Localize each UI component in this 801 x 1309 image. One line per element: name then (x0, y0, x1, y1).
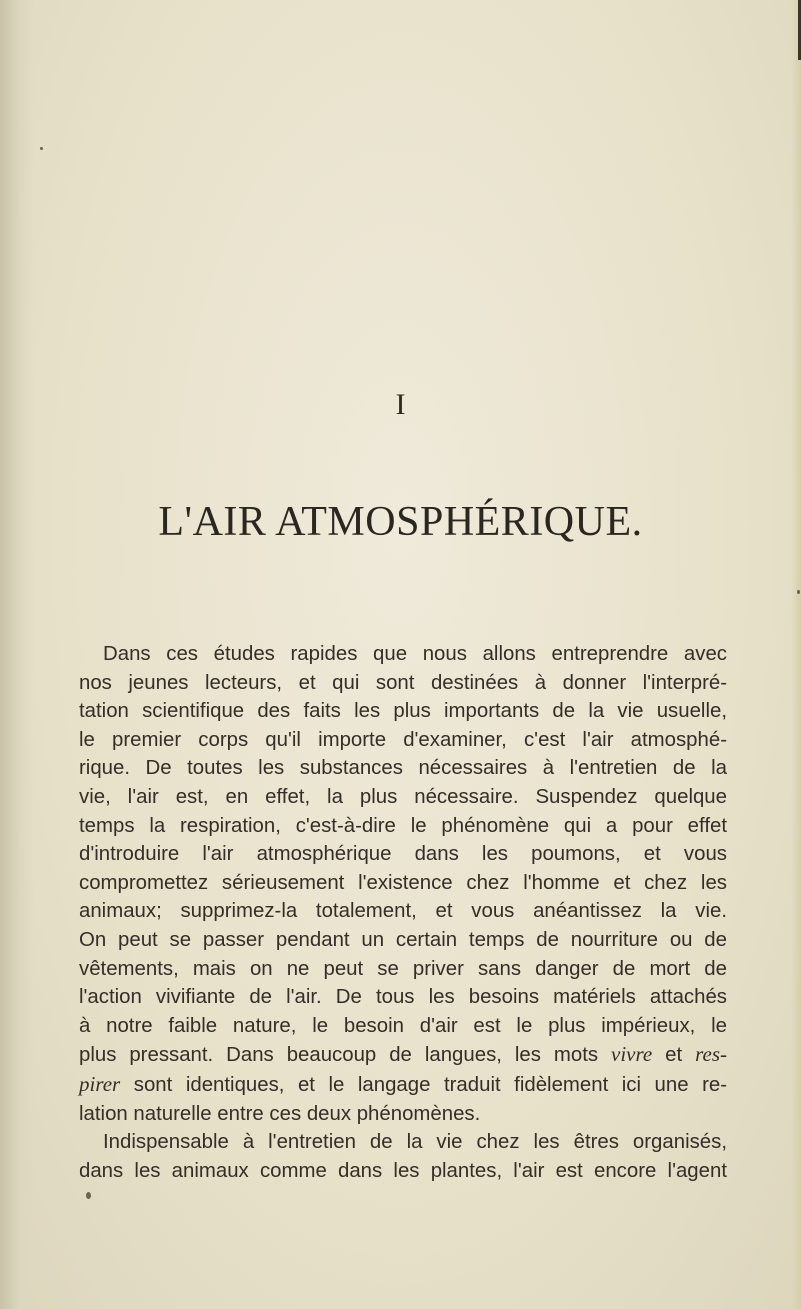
text-line: dans les animaux comme dans les plantes, l'air est encore l'agent (79, 1159, 727, 1182)
text-line: vie, l'air est, en effet, la plus nécessaire. Suspendez quelque (79, 785, 727, 808)
chapter-number: I (395, 388, 406, 421)
text-segment: sont identiques, et le langage traduit fidèlement ici une re- (133, 1073, 727, 1096)
text-segment: plus pressant. Dans beaucoup de langues, les mots (79, 1044, 599, 1067)
text-line: tation scientifique des faits les plus importants de la vie usuelle, (79, 700, 727, 723)
text-line: On peut se passer pendant un certain temps de nourriture ou de (79, 928, 727, 951)
text-line: rique. De toutes les substances nécessaires à l'entretien de la (79, 757, 727, 780)
text-line-with-italics (79, 1070, 727, 1100)
page-left-shadow (0, 0, 34, 1309)
text-line: nos jeunes lecteurs, et qui sont destinées à donner l'interpré- (79, 671, 727, 694)
text-line: l'action vivifiante de l'air. De tous les besoins matériels attachés (79, 986, 727, 1009)
paper-speck (86, 1192, 91, 1199)
paper-speck (40, 147, 43, 150)
text-line: à notre faible nature, le besoin d'air est le plus impérieux, le (79, 1014, 727, 1037)
text-line: le premier corps qu'il importe d'examiner, c'est l'air atmosphé- (79, 728, 727, 751)
text-line: vêtements, mais on ne peut se priver sans danger de mort de (79, 957, 727, 980)
text-line: d'introduire l'air atmosphérique dans les poumons, et vous (79, 843, 727, 866)
text-line: Dans ces études rapides que nous allons entreprendre avec (103, 643, 727, 665)
italic-word: pirer (79, 1071, 121, 1096)
italic-word: vivre (611, 1042, 653, 1067)
text-line: compromettez sérieusement l'existence chez l'homme et chez les (79, 871, 727, 894)
text-line: temps la respiration, c'est-à-dire le phénomène qui a pour effet (79, 814, 727, 837)
text-line: lation naturelle entre ces deux phénomènes. (79, 1102, 481, 1125)
text-line: Indispensable à l'entretien de la vie chez les êtres organisés, (103, 1131, 727, 1154)
chapter-title: L'AIR ATMOSPHÉRIQUE. (158, 499, 643, 545)
text-line: animaux; supprimez-la totalement, et vous anéantissez la vie. (79, 900, 727, 923)
text-line-with-italics (79, 1040, 727, 1070)
text-segment: et (665, 1044, 683, 1067)
paper-speck (797, 590, 800, 594)
chapter-paragraph (79, 640, 727, 1185)
page-right-shadow (791, 0, 801, 1309)
italic-word: res- (695, 1042, 728, 1067)
